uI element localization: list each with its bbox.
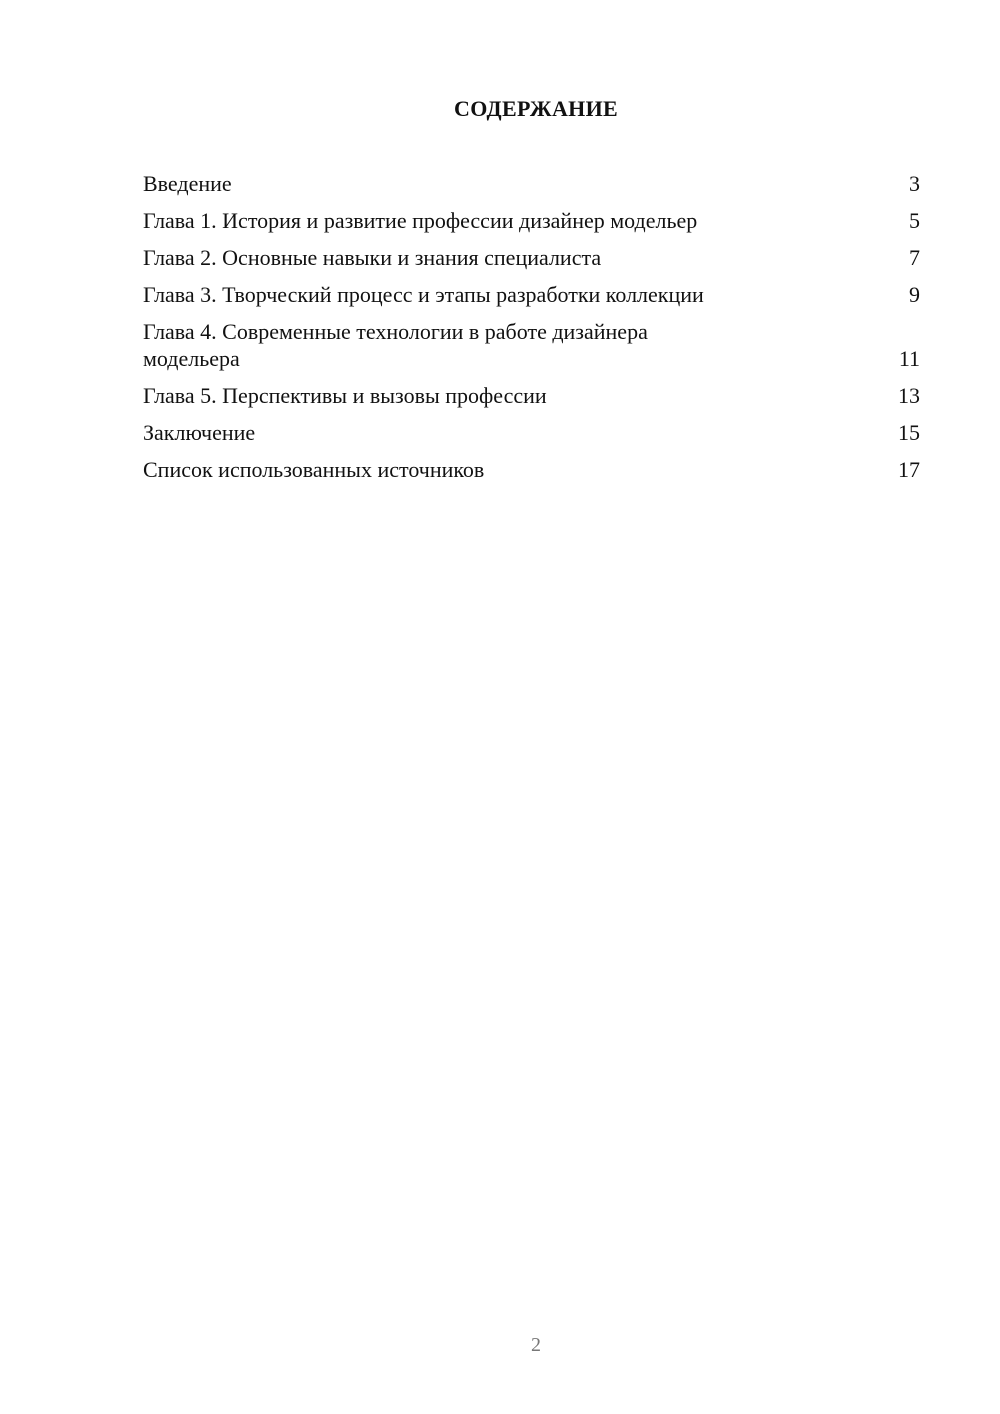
toc-entry-page: 17 [898,457,920,482]
toc-entry [143,281,920,308]
table-of-contents [143,170,920,493]
toc-entry [143,318,920,372]
toc-entry-label: Глава 4. Современные технологии в работе дизайнера модельера [143,319,648,371]
toc-entry-page: 5 [909,208,920,233]
toc-entry-label: Введение [143,171,232,196]
toc-entry-page: 9 [909,282,920,307]
toc-entry-page: 3 [909,171,920,196]
toc-entry-label: Глава 2. Основные навыки и знания специалиста [143,245,602,270]
page-number: 2 [531,1334,541,1356]
toc-entry-label: Глава 1. История и развитие профессии дизайнер модельер [143,208,698,233]
toc-entry [143,244,920,271]
toc-entry-page: 13 [898,383,920,408]
toc-entry [143,382,920,409]
toc-entry-label: Глава 5. Перспективы и вызовы профессии [143,383,547,408]
toc-title: СОДЕРЖАНИЕ [454,96,618,121]
toc-entry-page: 15 [898,420,920,445]
toc-entry-page: 11 [898,346,920,371]
toc-entry-label: Заключение [143,420,256,445]
toc-entry-page: 7 [909,245,920,270]
toc-entry [143,207,920,234]
toc-entry [143,456,920,483]
toc-entry [143,170,920,197]
toc-entry-label: Список использованных источников [143,457,485,482]
toc-entry-label: Глава 3. Творческий процесс и этапы разработки коллекции [143,282,704,307]
toc-entry [143,419,920,446]
